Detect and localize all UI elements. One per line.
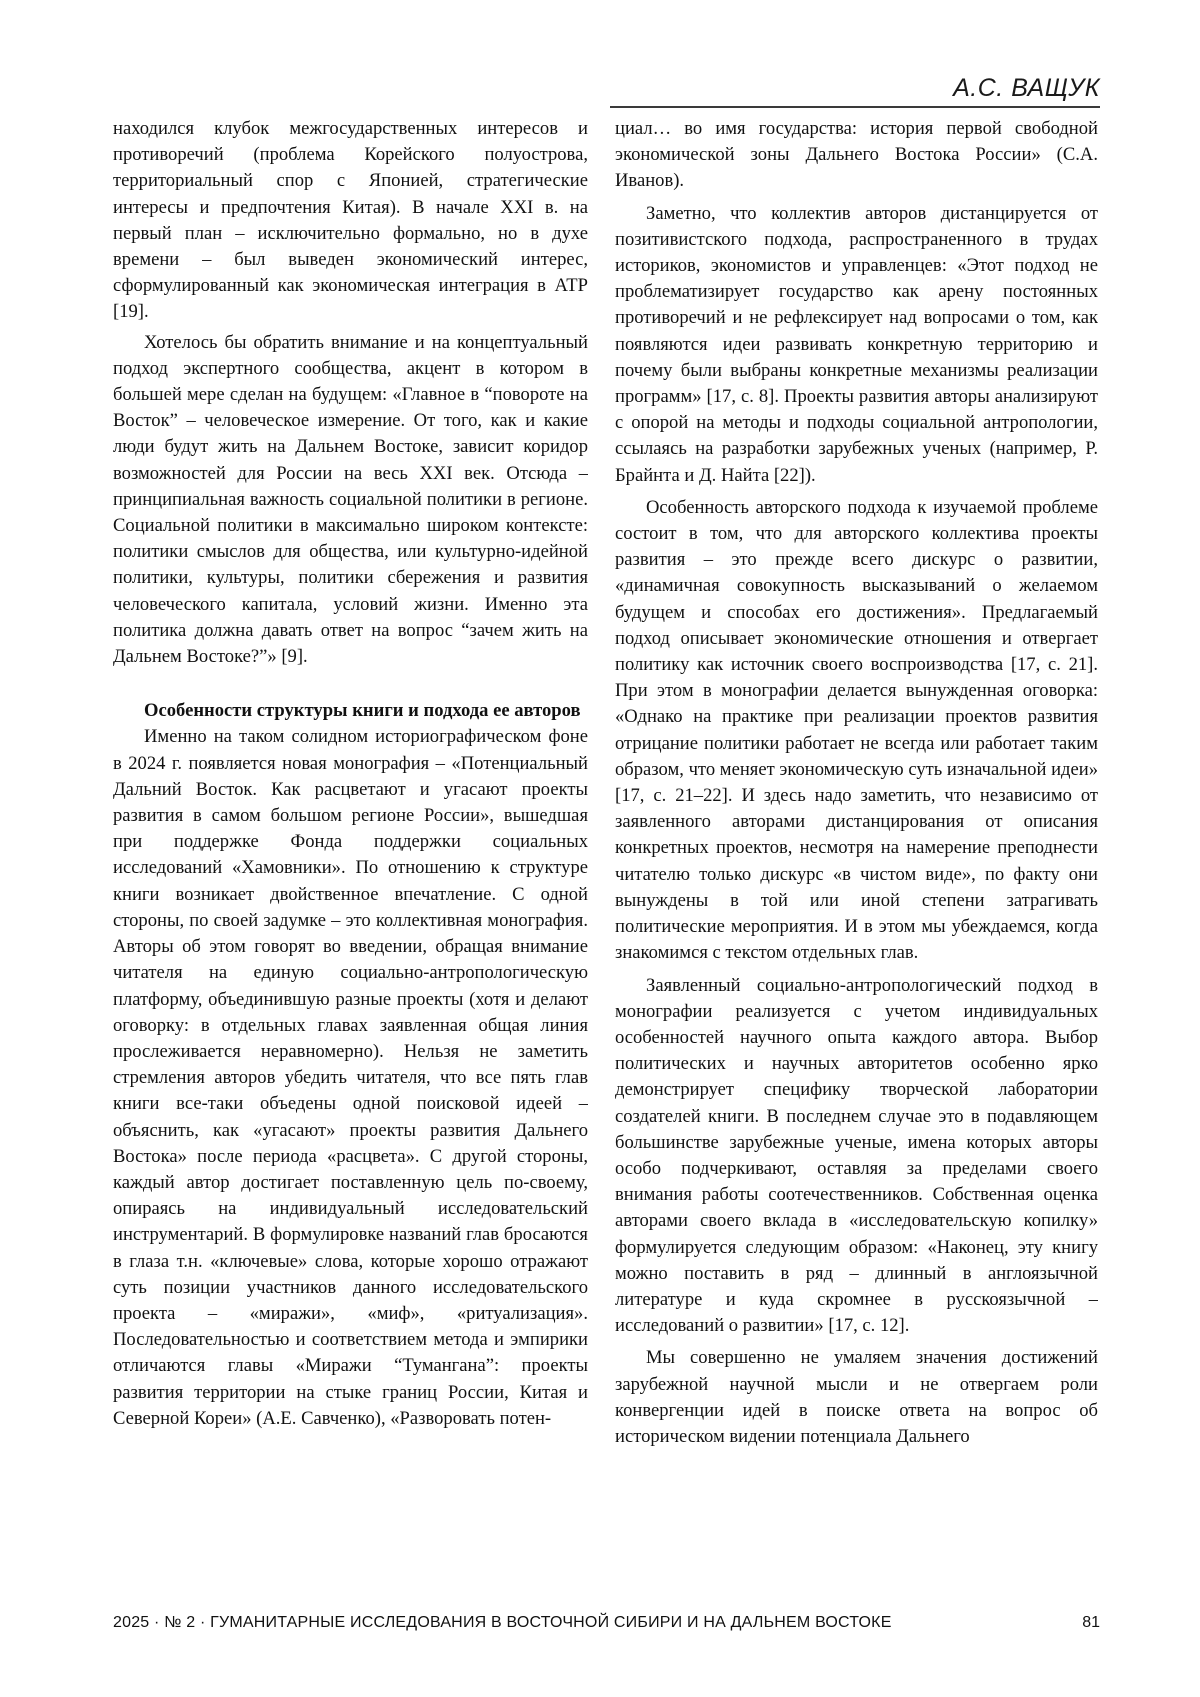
footer-journal-title: 2025 · № 2 · ГУМАНИТАРНЫЕ ИССЛЕДОВАНИЯ В ВОСТОЧНОЙ СИБИРИ И НА ДАЛЬНЕМ ВОСТОКЕ bbox=[113, 1614, 892, 1631]
right-column bbox=[615, 116, 1098, 1596]
left-paragraph-2: Хотелось бы обратить внимание и на концептуальный подход экспертного сообщества, акцент в котором в большей мере сделан на будущем: «Главное в “повороте на Восток” – человеческое измерение. От того, как и какие люди будут жить на Дальнем Востоке, зависит коридор возможностей для России на весь XXI век. Отсюда – принципиальная важность социальной политики в регионе. Социальной политики в максимально широком контексте: политики смыслов для общества, или культурно-идейной политики, культуры, политики сбережения и развития человеческого капитала, условий жизни. Именно эта политика должна давать ответ на вопрос “зачем жить на Дальнем Востоке?”» [9]. bbox=[113, 331, 588, 668]
right-paragraph-1: циал… во имя государства: история первой свободной экономической зоны Дальнего Востока России» (С.А. Иванов). bbox=[615, 118, 1098, 192]
right-paragraph-4: Заявленный социально-антропологический подход в монографии реализуется с учетом индивидуальных особенностей научного опыта каждого автора. Выбор политических и научных авторитетов особенно ярко демонстрирует специфику творческой лаборатории создателей книги. В последнем случае это в подавляющем большинстве зарубежные ученые, имена которых авторы особо подчеркивают, оставляя за пределами своего внимания работы соотечественников. Собственная оценка авторами своего вклада в «исследовательскую копилку» формулируется следующим образом: «Наконец, эту книгу можно поставить в ряд – длинный в англоязычной литературе и куда скромнее в русскоязычной – исследований о развитии» [17, с. 12]. bbox=[615, 974, 1098, 1337]
left-paragraph-3: Именно на таком солидном историографическом фоне в 2024 г. появляется новая монография – «Потенциальный Дальний Восток. Как расцветают и угасают проекты развития в самом большом регионе России», вышедшая при поддержке Фонда поддержки социальных исследований «Хамовники». По отношению к структуре книги возникает двойственное впечатление. С одной стороны, по своей задумке – это коллективная монография. Авторы об этом говорят во введении, обращая внимание читателя на единую социально-антропологическую платформу, объединившую разные проекты (хотя и делают оговорку: в отдельных главах заявленная общая линия прослеживается неравномерно). Нельзя не заметить стремления авторов убедить читателя, что все пять глав книги все-таки объедены одной поисковой идеей – объяснить, как «угасают» проекты развития Дальнего Востока» после периода «расцвета». С другой стороны, каждый автор достигает поставленную цель по-своему, опираясь на индивидуальный исследовательский инструментарий. В формулировке названий глав бросаются в глаза т.н. «ключевые» слова, которые хорошо отражают суть позиции участников данного исследовательского проекта – «миражи», «миф», «ритуализация». Последовательностью и соответствием метода и эмпирики отличаются главы «Миражи “Тумангана”: проекты развития территории на стыке границ России, Китая и Северной Кореи» (А.Е. Савченко), «Разворовать потен- bbox=[113, 726, 588, 1429]
section-heading: Особенности структуры книги и подхода ее авторов bbox=[144, 700, 581, 722]
left-column bbox=[113, 116, 588, 1596]
right-paragraph-5: Мы совершенно не умаляем значения достижений зарубежной научной мысли и не отвергаем роли конвергенции идей в поиске ответа на вопрос об историческом видении потенциала Дальнего bbox=[615, 1347, 1098, 1447]
left-paragraph-1: находился клубок межгосударственных интересов и противоречий (проблема Корейского полуострова, территориальный спор с Японией, стратегические интересы и предпочтения Китая). В начале XXI в. на первый план – исключительно формально, но в духе времени – был выведен экономический интерес, сформулированный как экономическая интеграция в АТР [19]. bbox=[113, 118, 588, 323]
page-number: 81 bbox=[1082, 1614, 1100, 1631]
header-rule bbox=[610, 106, 1100, 108]
right-paragraph-2: Заметно, что коллектив авторов дистанцируется от позитивистского подхода, распространенного в трудах историков, экономистов и управленцев: «Этот подход не проблематизирует государство как арену постоянных противоречий и не рефлексирует над вопросами о том, как появляются идеи развивать конкретную территорию и почему были выбраны конкретные механизмы реализации программ» [17, с. 8]. Проекты развития авторы анализируют с опорой на методы и подходы социальной антропологии, ссылаясь на разработки зарубежных ученых (например, Р. Брайнта и Д. Найта [22]). bbox=[615, 202, 1098, 486]
running-head-author: А.С. ВАЩУК bbox=[953, 74, 1100, 102]
right-paragraph-3: Особенность авторского подхода к изучаемой проблеме состоит в том, что для авторского коллектива проекты развития – это прежде всего дискурс о развитии, «динамичная совокупность высказываний о желаемом будущем и способах его достижения». Предлагаемый подход описывает экономические отношения и отвергает политику как источник своего воспроизводства [17, с. 21]. При этом в монографии делается вынужденная оговорка: «Однако на практике при реализации проектов развития отрицание политики работает не всегда или работает таким образом, что меняет экономическую суть изначальной идеи» [17, с. 21–22]. И здесь надо заметить, что независимо от заявленного авторами дистанцирования от описания конкретных проектов, несмотря на намерение преподнести читателю только дискурс «в чистом виде», по факту они вынуждены в той или иной степени затрагивать политические мероприятия. И в этом мы убеждаемся, когда знакомимся с текстом отдельных глав. bbox=[615, 496, 1098, 964]
